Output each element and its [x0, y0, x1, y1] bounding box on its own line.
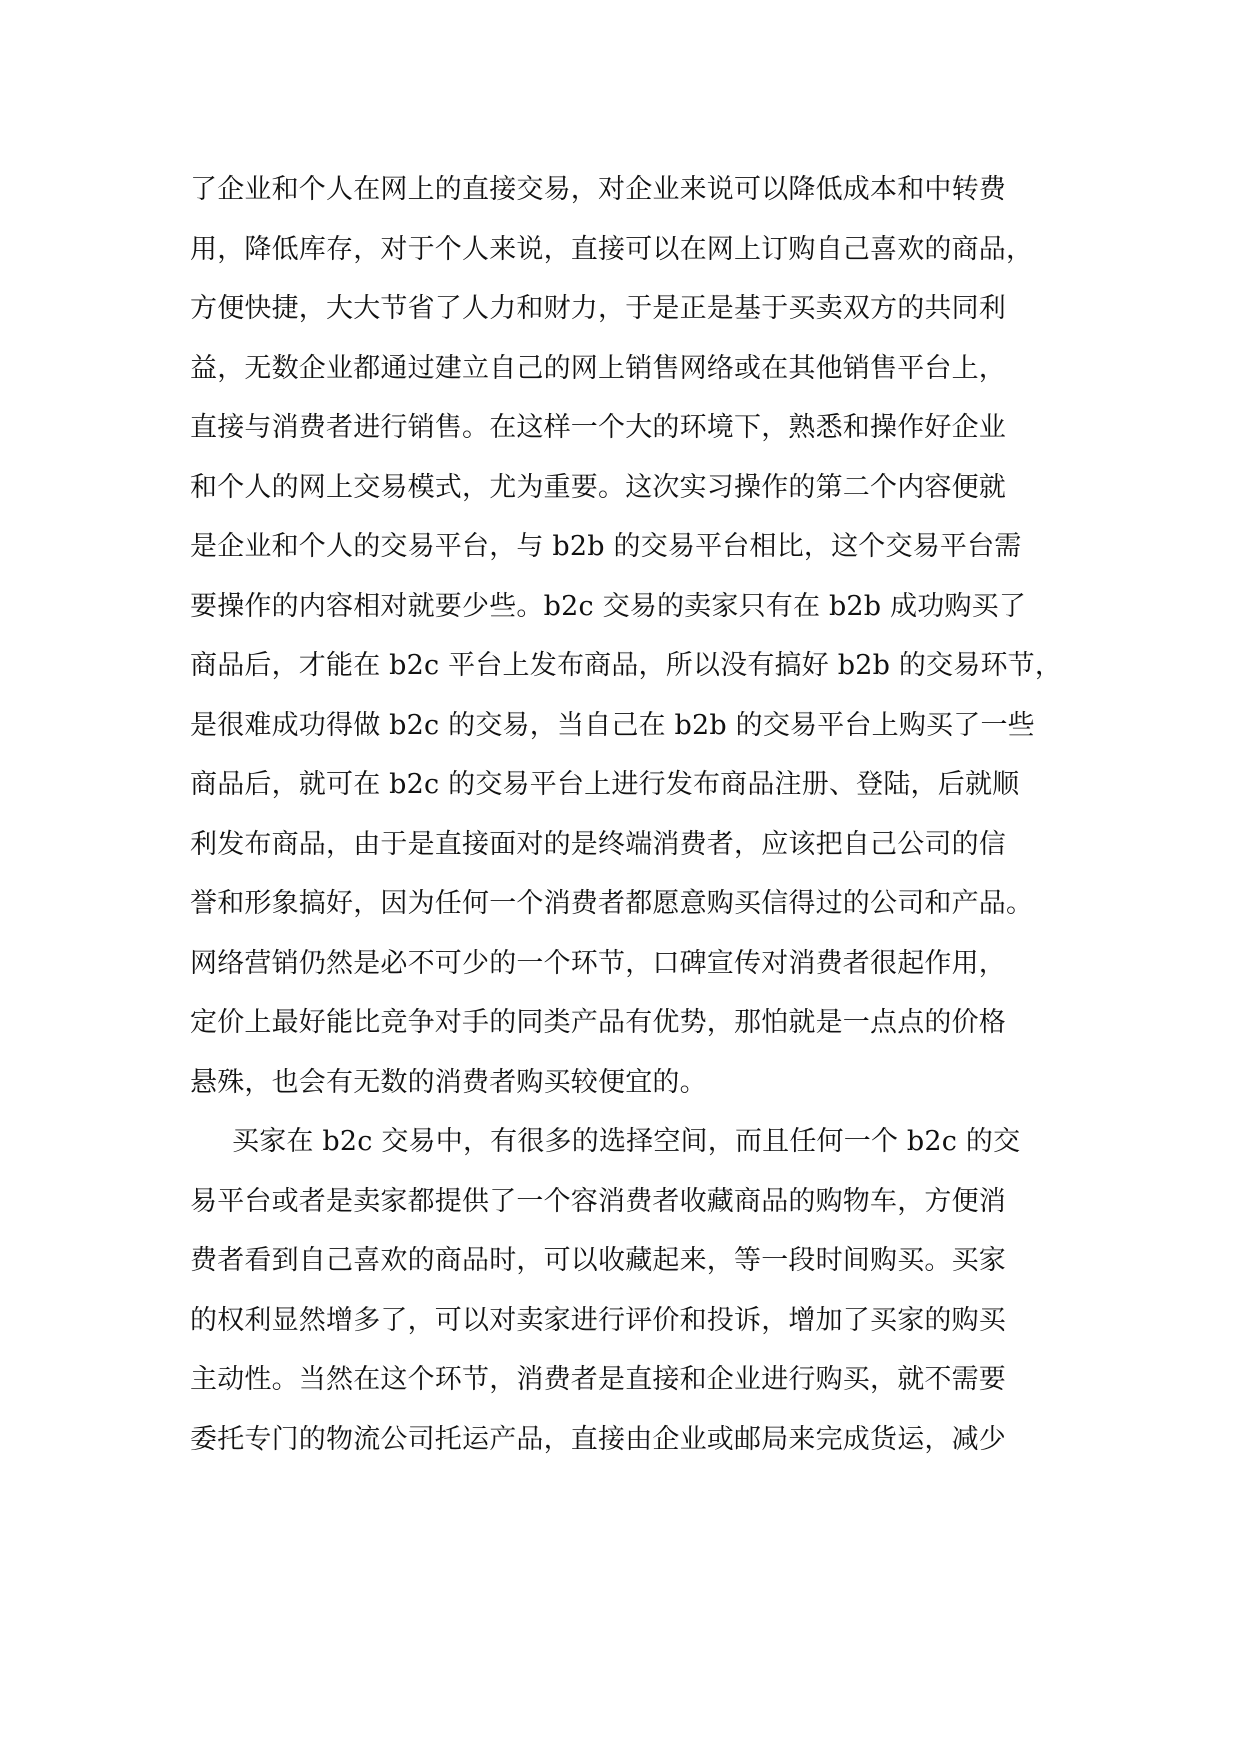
text-line: 委托专门的物流公司托运产品，直接由企业或邮局来完成货运，减少 — [190, 1423, 1006, 1455]
text-line: 商品后，就可在 b2c 的交易平台上进行发布商品注册、登陆，后就顺 — [190, 769, 1020, 800]
text-line: 益，无数企业都通过建立自己的网上销售网络或在其他销售平台上， — [190, 352, 1006, 384]
text-line: 要操作的内容相对就要少些。b2c 交易的卖家只有在 b2b 成功购买了 — [190, 590, 1027, 622]
text-line: 的权利显然增多了，可以对卖家进行评价和投诉，增加了买家的购买 — [190, 1304, 1006, 1336]
text-line: 直接与消费者进行销售。在这样一个大的环境下，熟悉和操作好企业 — [190, 412, 1006, 443]
text-line: 费者看到自己喜欢的商品时，可以收藏起来，等一段时间购买。买家 — [190, 1245, 1006, 1276]
text-line: 了企业和个人在网上的直接交易，对企业来说可以降低成本和中转费 — [190, 174, 1006, 205]
text-line: 商品后，才能在 b2c 平台上发布商品，所以没有搞好 b2b 的交易环节， — [190, 650, 1063, 681]
text-line: 主动性。当然在这个环节，消费者是直接和企业进行购买，就不需要 — [190, 1364, 1006, 1395]
text-line: 易平台或者是卖家都提供了一个容消费者收藏商品的购物车，方便消 — [190, 1185, 1006, 1217]
text-line: 和个人的网上交易模式，尤为重要。这次实习操作的第二个内容便就 — [190, 471, 1006, 503]
text-line: 用，降低库存，对于个人来说，直接可以在网上订购自己喜欢的商品， — [190, 233, 1034, 265]
text-line: 悬殊，也会有无数的消费者购买较便宜的。 — [190, 1066, 707, 1098]
text-line: 买家在 b2c 交易中，有很多的选择空间，而且任何一个 b2c 的交 — [232, 1126, 1021, 1157]
body-text — [190, 160, 1063, 1469]
text-line: 利发布商品，由于是直接面对的是终端消费者，应该把自己公司的信 — [190, 828, 1006, 860]
text-line: 是企业和个人的交易平台，与 b2b 的交易平台相比，这个交易平台需 — [190, 531, 1022, 562]
text-line: 方便快捷，大大节省了人力和财力，于是正是基于买卖双方的共同利 — [190, 293, 1006, 324]
text-line: 誉和形象搞好，因为任何一个消费者都愿意购买信得过的公司和产品。 — [190, 888, 1034, 919]
text-line: 网络营销仍然是必不可少的一个环节，口碑宣传对消费者很起作用， — [190, 947, 1006, 979]
text-line: 是很难成功得做 b2c 的交易，当自己在 b2b 的交易平台上购买了一些 — [190, 709, 1035, 741]
text-line: 定价上最好能比竞争对手的同类产品有优势，那怕就是一点点的价格 — [190, 1007, 1006, 1038]
paragraph-2 — [190, 1112, 1060, 1469]
paragraph-1 — [190, 160, 1063, 1112]
